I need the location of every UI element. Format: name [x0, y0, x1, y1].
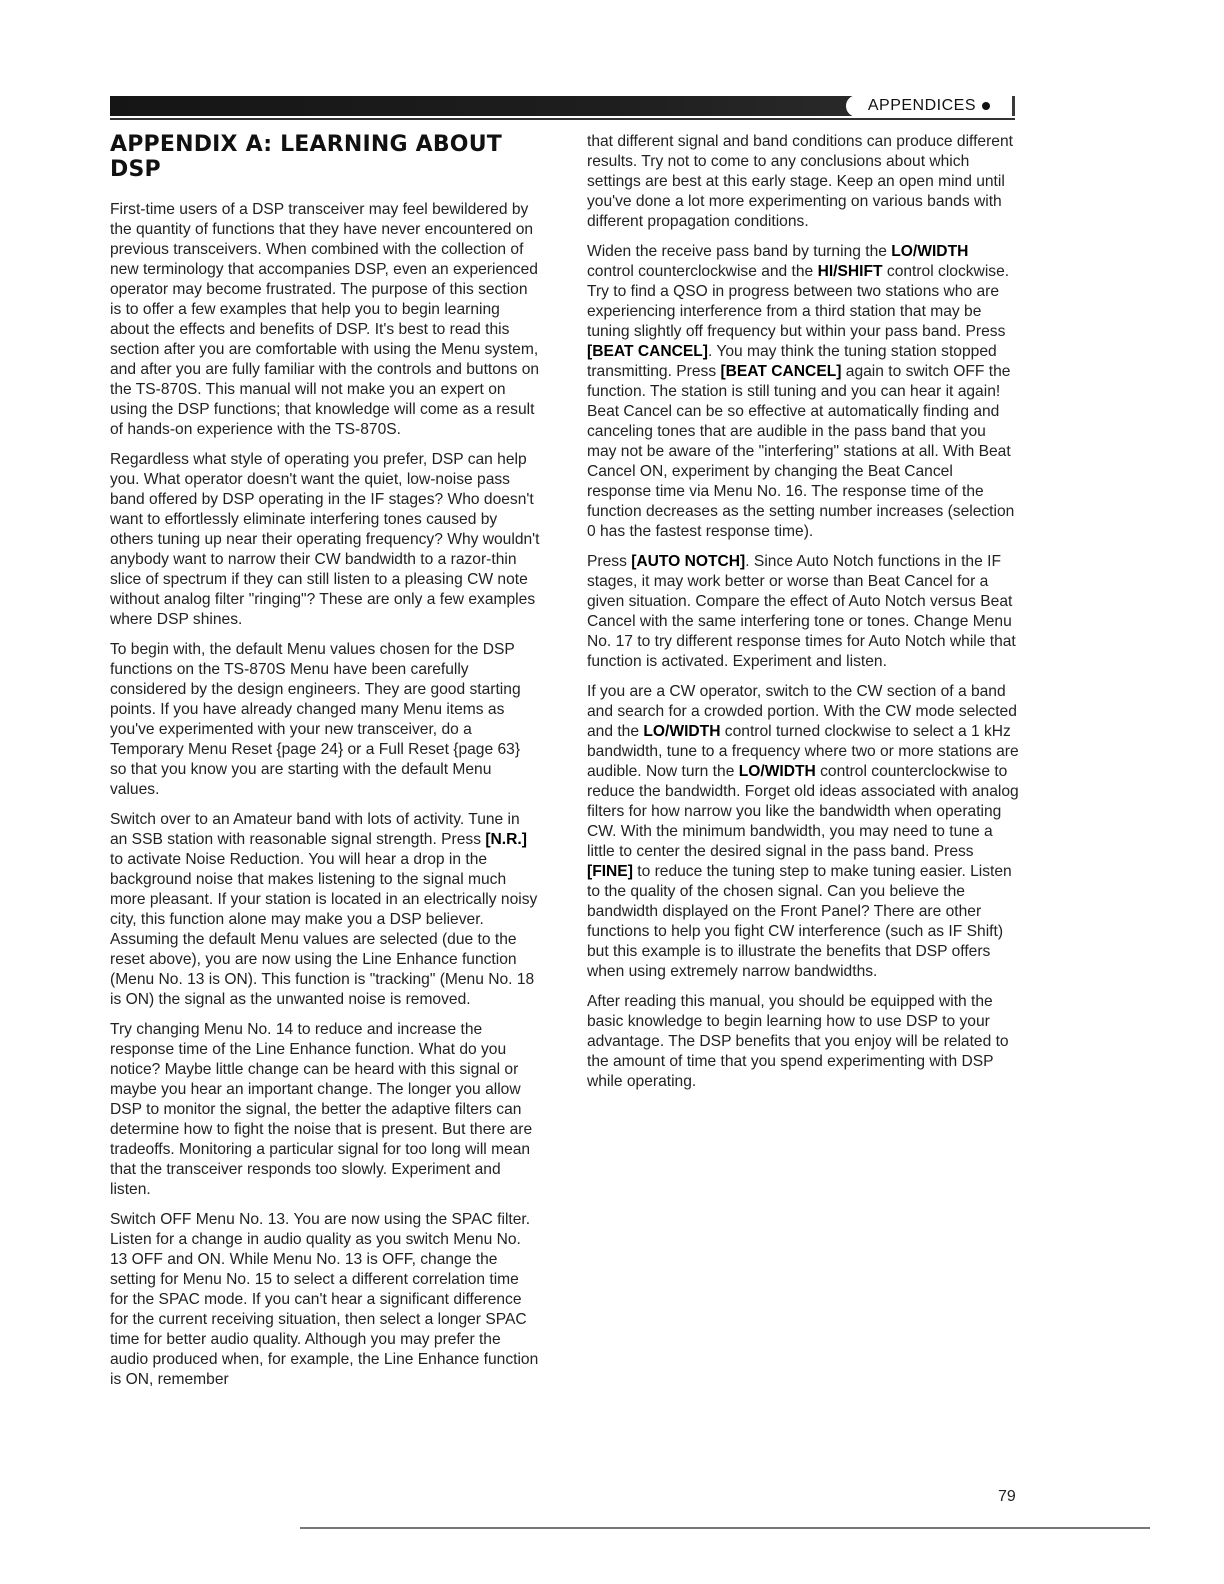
paragraph — [587, 552, 1019, 672]
left-column — [110, 200, 540, 1400]
text-run: control clockwise. Try to find a QSO in progress between two stations who are experiencing interference from a third station that may be tuning slightly off frequency but within your pass band. Press — [587, 263, 1010, 340]
control-reference: LO/WIDTH — [643, 723, 721, 740]
paragraph — [587, 242, 1019, 542]
text-run: control turned clockwise to select a 1 kHz bandwidth, tune to a frequency where two or more stations are audible. Now turn the — [587, 723, 1019, 780]
paragraph — [110, 810, 540, 1010]
control-reference: LO/WIDTH — [891, 243, 969, 260]
paragraph: First-time users of a DSP transceiver may feel bewildered by the quantity of functions that they have never encountered on previous transceivers. When combined with the collection of new terminology that accompanies DSP, even an experienced operator may become frustrated. The purpose of this section is to offer a few examples that help you to begin learning about the effects and benefits of DSP. It's best to read this section after you are comfortable with using the Menu system, and after you are fully familiar with the controls and buttons on the TS-870S. This manual will not make you an expert on using the DSP functions; that knowledge will come as a result of hands-on experience with the TS-870S. — [110, 201, 540, 438]
text-run: control counterclockwise and the — [587, 263, 818, 280]
paragraph: that different signal and band conditions can produce different results. Try not to come to any conclusions about which settings are best at this early stage. Keep an open mind until you've done a lot more experimenting on various bands with different propagation conditions. — [587, 133, 1013, 230]
button-reference: [BEAT CANCEL] — [587, 343, 708, 360]
text-run: If you are a CW operator, switch to the CW section of a band and search for a crowded portion. With the CW mode selected and the — [587, 683, 1017, 740]
button-reference: [FINE] — [587, 863, 633, 880]
text-run: . You may think the tuning station stopped transmitting. Press — [587, 343, 997, 380]
paragraph: Regardless what style of operating you prefer, DSP can help you. What operator doesn't want the quiet, low-noise pass band offered by DSP operating in the IF stages? Who doesn't want to effortlessly eliminate interfering tones caused by others tuning up near their operating frequency? Why wouldn't anybody want to narrow their CW bandwidth to a razor-thin slice of spectrum if they can still listen to a pleasing CW note without analog filter "ringing"? These are only a few examples where DSP shines. — [110, 451, 540, 628]
paragraph: To begin with, the default Menu values chosen for the DSP functions on the TS-870S Menu have been carefully considered by the design engineers. They are good starting points. If you have already changed many Menu items as you've experimented with your new transceiver, do a Temporary Menu Reset {page 24} or a Full Reset {page 63} so that you know you are starting with the default Menu values. — [110, 641, 521, 798]
paragraph: Switch OFF Menu No. 13. You are now using the SPAC filter. Listen for a change in audio quality as you switch Menu No. 13 OFF and ON. While Menu No. 13 is OFF, change the setting for Menu No. 15 to select a different correlation time for the SPAC mode. If you can't hear a significant difference for the current receiving situation, then select a longer SPAC time for better audio quality. Although you may prefer the audio produced when, for example, the Line Enhance function is ON, remember — [110, 1211, 539, 1388]
right-column — [587, 132, 1019, 1102]
page-number: 79 — [998, 1488, 1016, 1505]
paragraph: After reading this manual, you should be equipped with the basic knowledge to begin learning how to use DSP to your advantage. The DSP benefits that you enjoy will be related to the amount of time that you spend experimenting with DSP while operating. — [587, 993, 1009, 1090]
text-run: again to switch OFF the function. The station is still tuning and you can hear it again! Beat Cancel can be so effective at automatically finding and canceling tones that are audible in the pass band that you may not be aware of the "interfering" stations at all. With Beat Cancel ON, experiment by changing the Beat Cancel response time via Menu No. 16. The response time of the function decreases as the setting number increases (selection 0 has the fastest response time). — [587, 363, 1015, 540]
section-header-tag — [846, 95, 1012, 117]
bullet-icon — [982, 102, 990, 110]
text-run: Switch over to an Amateur band with lots of activity. Tune in an SSB station with reasonable signal strength. Press — [110, 811, 520, 848]
paragraph: Try changing Menu No. 14 to reduce and increase the response time of the Line Enhance function. What do you notice? Maybe little change can be heard with this signal or maybe you hear an important change. The longer you allow DSP to monitor the signal, the better the adaptive filters can determine how to fight the noise that is present. But there are tradeoffs. Monitoring a particular signal for too long will mean that the transceiver responds too slowly. Experiment and listen. — [110, 1021, 533, 1198]
header-rule — [110, 118, 1015, 120]
section-label: APPENDICES — [867, 97, 976, 114]
text-run: Press — [587, 553, 632, 570]
text-run: Widen the receive pass band by turning the — [587, 243, 892, 260]
text-run: control counterclockwise to reduce the bandwidth. Forget old ideas associated with analog filters for how narrow you like the bandwidth when operating CW. With the minimum bandwidth, you may need to tune a little to center the desired signal in the pass band. Press — [587, 763, 1019, 860]
control-reference: LO/WIDTH — [738, 763, 816, 780]
button-reference: [BEAT CANCEL] — [720, 363, 842, 380]
paragraph — [587, 682, 1019, 982]
text-run: . Since Auto Notch functions in the IF stages, it may work better or worse than Beat Cancel for a given situation. Compare the effect of Auto Notch versus Beat Cancel with the same interfering tone or tones. Change Menu No. 17 to try different response times for Auto Notch while that function is activated. Experiment and listen. — [587, 553, 1016, 670]
control-reference: HI/SHIFT — [817, 263, 883, 280]
text-run: to activate Noise Reduction. You will hear a drop in the background noise that makes listening to the signal much more pleasant. If your station is located in an electrically noisy city, this function alone may make you a DSP believer. Assuming the default Menu values are selected (due to the reset above), you are now using the Line Enhance function (Menu No. 13 is ON). This function is "tracking" (Menu No. 18 is ON) the signal as the unwanted noise is removed. — [110, 851, 538, 1008]
text-run: to reduce the tuning step to make tuning easier. Listen to the quality of the chosen signal. Can you believe the bandwidth displayed on the Front Panel? There are other functions to help you fight CW interference (such as IF Shift) but this example is to illustrate the benefits that DSP offers when using extremely narrow bandwidths. — [587, 863, 1012, 980]
page-title: APPENDIX A: LEARNING ABOUT DSP — [110, 132, 502, 182]
footer-rule — [300, 1527, 1150, 1529]
button-reference: [AUTO NOTCH] — [631, 553, 746, 570]
button-reference: [N.R.] — [485, 831, 527, 848]
